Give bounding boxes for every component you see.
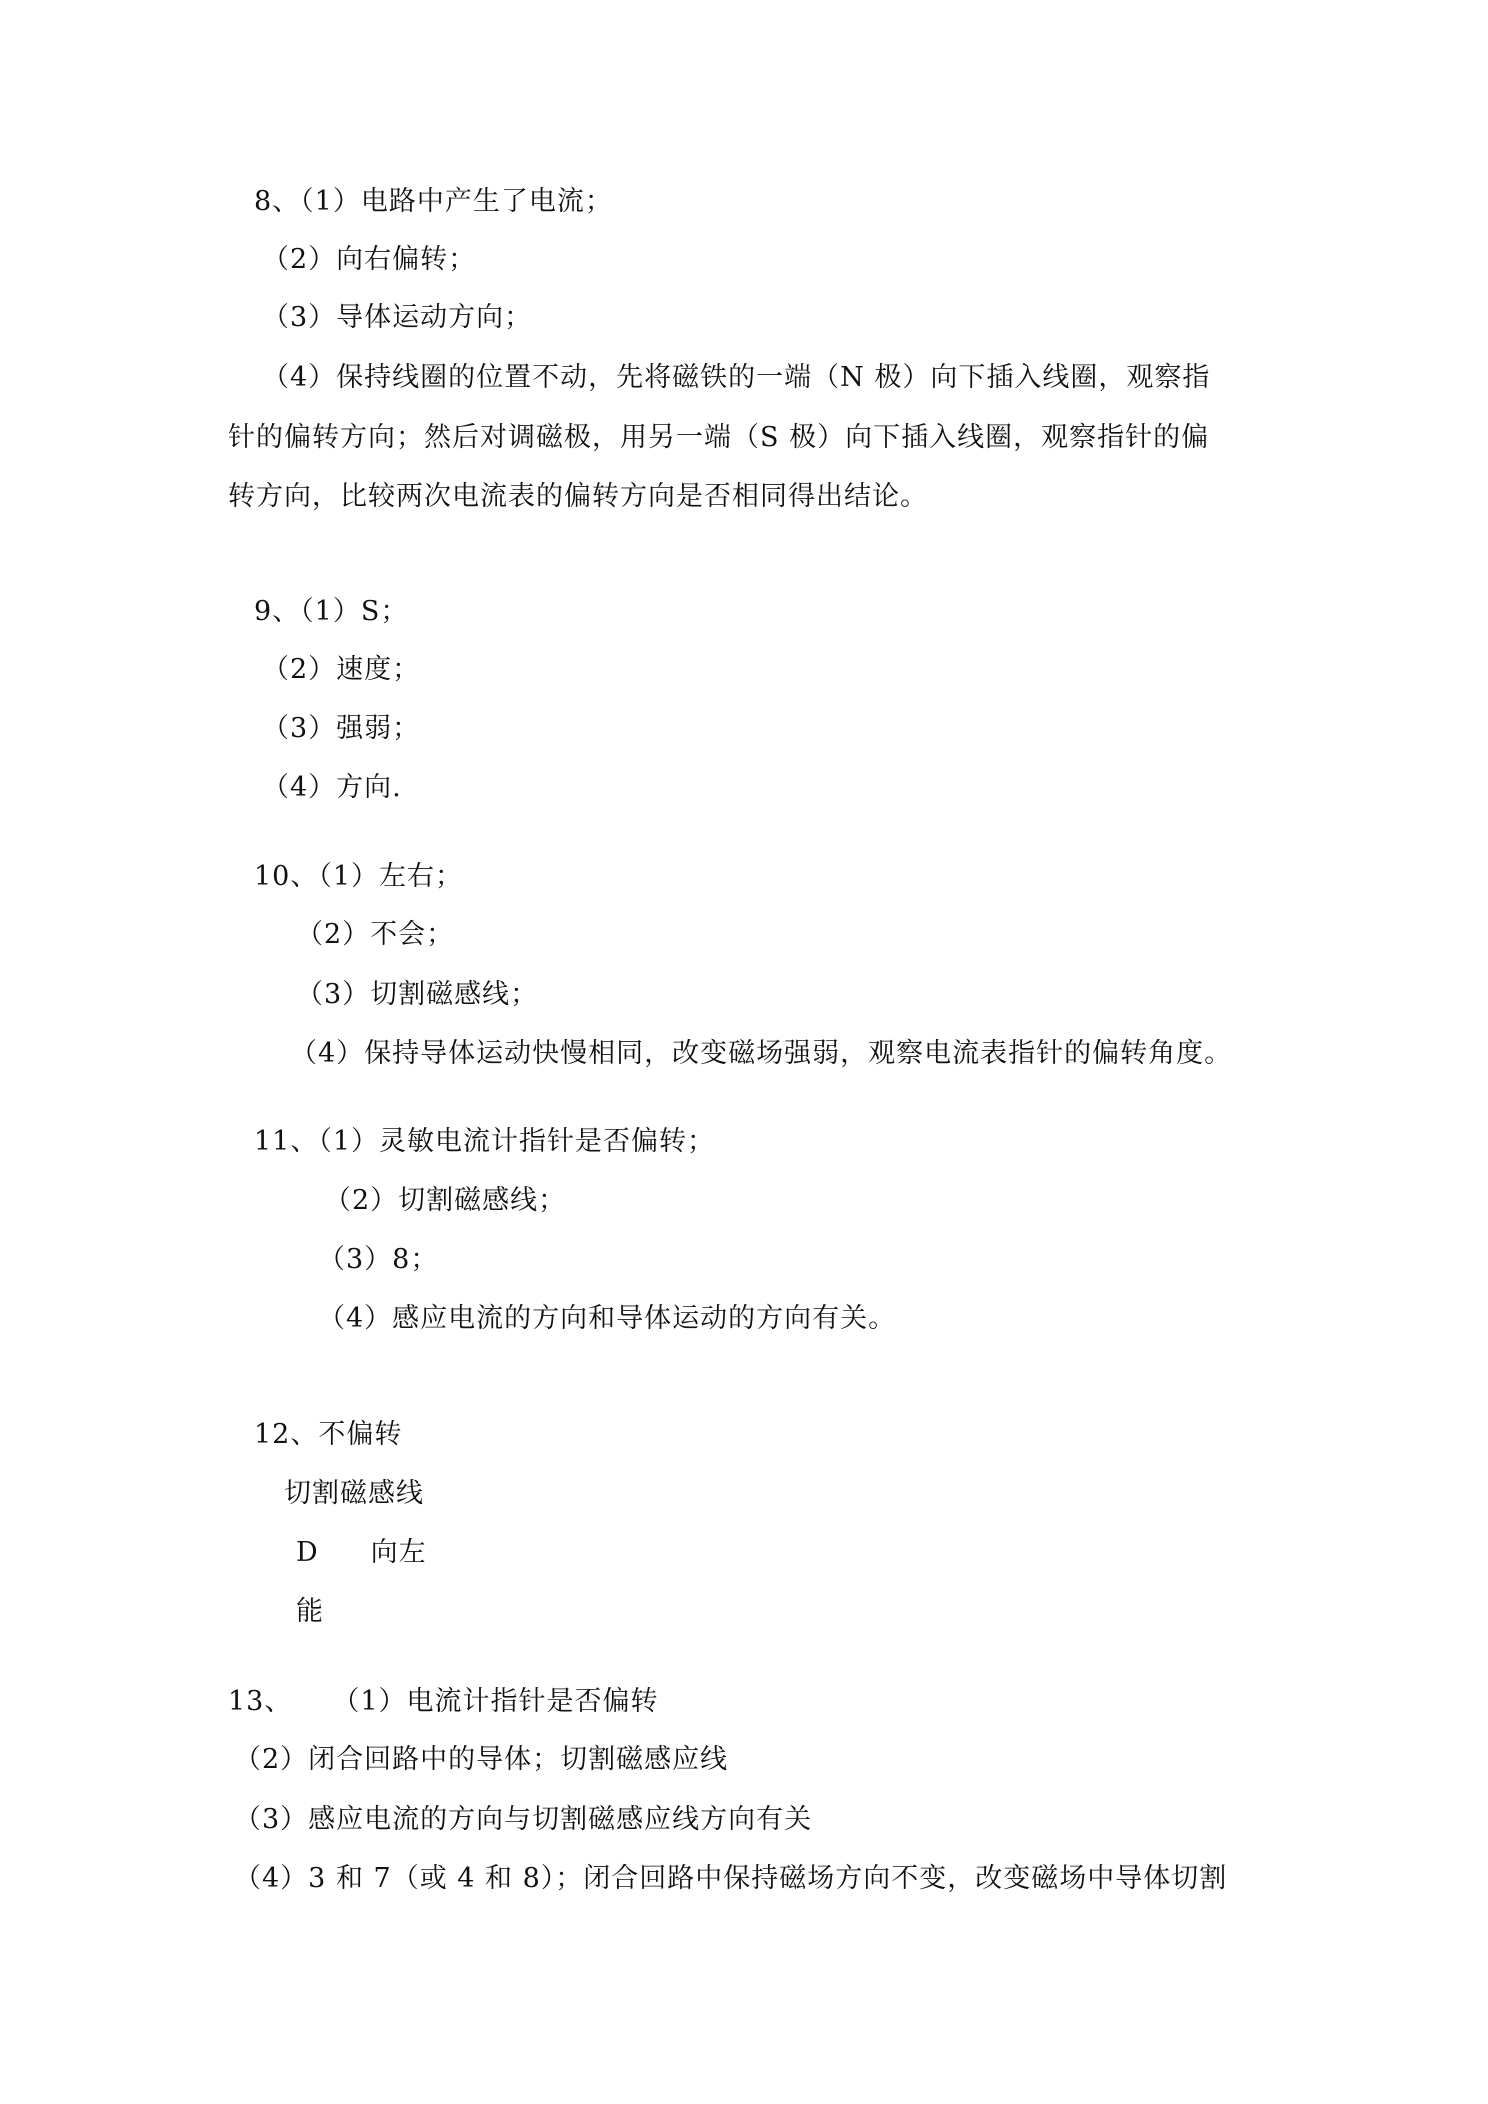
q9-line-3: （3）强弱； bbox=[262, 713, 421, 744]
q13-line-2: （2）闭合回路中的导体；切割磁感应线 bbox=[234, 1744, 729, 1775]
q8-line-4: （4）保持线圈的位置不动，先将磁铁的一端（N 极）向下插入线圈，观察指 bbox=[262, 362, 1211, 393]
q9-line-2: （2）速度； bbox=[262, 654, 421, 685]
q12-line-4: 能 bbox=[296, 1596, 324, 1627]
q12-line-1: 12、不偏转 bbox=[254, 1419, 403, 1450]
q9-line-4: （4）方向. bbox=[262, 772, 402, 803]
q12-answer-d: D bbox=[296, 1537, 319, 1568]
q8-line-5: 针的偏转方向；然后对调磁极，用另一端（S 极）向下插入线圈，观察指针的偏 bbox=[228, 422, 1210, 453]
q12-line-2: 切割磁感线 bbox=[284, 1478, 424, 1509]
q12-line-3 bbox=[296, 1533, 427, 1573]
q9-line-1: 9、（1）S； bbox=[254, 596, 409, 627]
q11-line-1: 11、（1）灵敏电流计指针是否偏转； bbox=[254, 1126, 716, 1157]
q12-answer-direction: 向左 bbox=[370, 1537, 427, 1568]
q10-line-3: （3）切割磁感线； bbox=[296, 979, 539, 1010]
q11-line-4: （4）感应电流的方向和导体运动的方向有关。 bbox=[318, 1303, 897, 1334]
q11-line-2: （2）切割磁感线； bbox=[324, 1185, 567, 1216]
q13-line-4: （4）3 和 7（或 4 和 8）；闭合回路中保持磁场方向不变，改变磁场中导体切割 bbox=[234, 1863, 1228, 1894]
q8-line-6: 转方向，比较两次电流表的偏转方向是否相同得出结论。 bbox=[228, 481, 928, 512]
q8-line-1: 8、（1）电路中产生了电流； bbox=[254, 186, 613, 217]
q13-number: 13、 bbox=[228, 1686, 293, 1717]
q8-line-3: （3）导体运动方向； bbox=[262, 302, 533, 333]
q13-line-1 bbox=[228, 1682, 659, 1722]
q10-line-4: （4）保持导体运动快慢相同，改变磁场强弱，观察电流表指针的偏转角度。 bbox=[290, 1038, 1233, 1069]
q10-line-1: 10、（1）左右； bbox=[254, 861, 464, 892]
q8-line-2: （2）向右偏转； bbox=[262, 244, 477, 275]
q11-line-3: （3）8； bbox=[318, 1244, 439, 1275]
q10-line-2: （2）不会； bbox=[296, 919, 455, 950]
q13-line-3: （3）感应电流的方向与切割磁感应线方向有关 bbox=[234, 1804, 813, 1835]
q13-part-1: （1）电流计指针是否偏转 bbox=[332, 1686, 659, 1717]
